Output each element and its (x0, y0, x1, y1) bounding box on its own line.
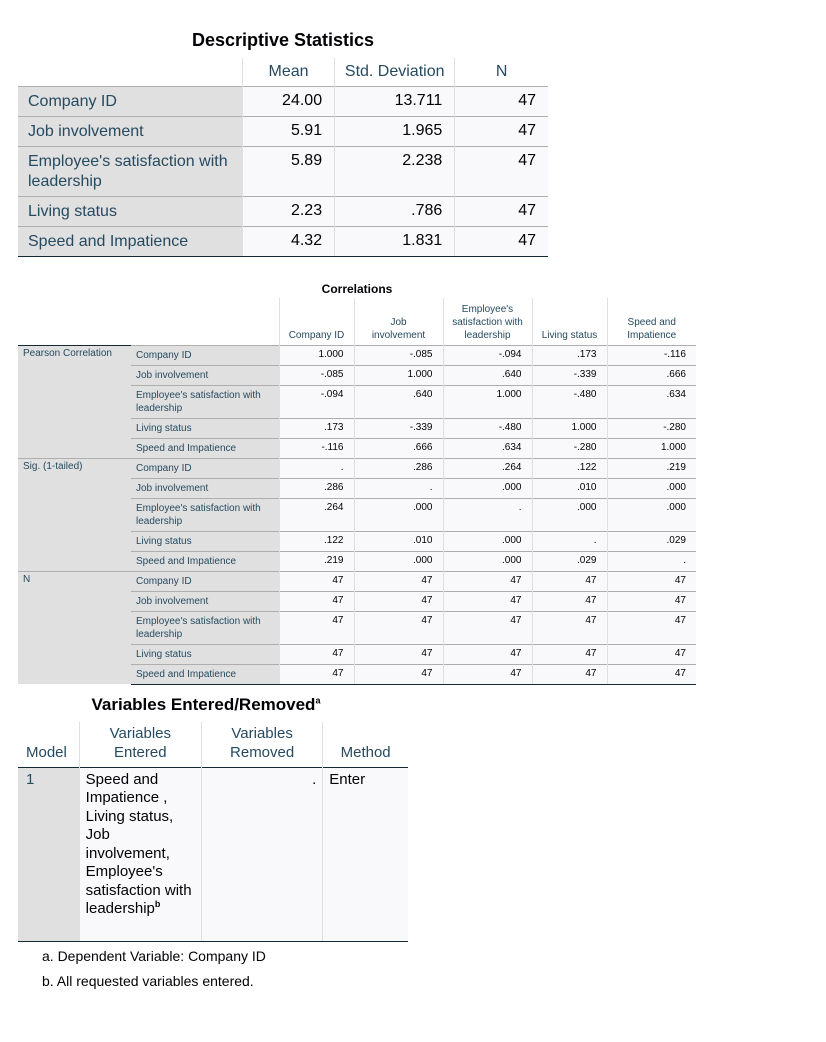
correlation-value: 47 (443, 591, 532, 611)
variable-label: Job involvement (131, 478, 279, 498)
correlation-value: .264 (443, 458, 532, 478)
correlation-value: .010 (354, 531, 443, 551)
variables-table (18, 722, 408, 942)
correlation-value: .000 (354, 498, 443, 531)
correlation-value: 47 (354, 591, 443, 611)
mean-value: 4.32 (242, 227, 334, 257)
std-deviation-value: .786 (335, 197, 455, 227)
header-n: N (455, 58, 548, 87)
correlation-value: . (532, 531, 607, 551)
correlation-value: . (354, 478, 443, 498)
descriptive-row (18, 87, 548, 117)
mean-value: 2.23 (242, 197, 334, 227)
correlations-title: Correlations (321, 282, 393, 296)
correlation-value: -.116 (279, 438, 354, 458)
header-variables-entered: Variables Entered (79, 722, 201, 767)
correlations-table (18, 298, 696, 685)
variable-label: Living status (131, 531, 279, 551)
variable-label: Speed and Impatience (131, 438, 279, 458)
mean-value: 5.91 (242, 117, 334, 147)
correlation-value: 1.000 (279, 345, 354, 365)
correlation-value: .000 (532, 498, 607, 531)
descriptive-row (18, 227, 548, 257)
variable-label: Living status (131, 644, 279, 664)
correlation-value: 47 (279, 664, 354, 684)
correlation-row (18, 458, 696, 478)
descriptive-stats-table (18, 58, 548, 257)
correlation-value: 47 (279, 611, 354, 644)
std-deviation-value: 1.831 (335, 227, 455, 257)
header-speed-impatience: Speed and Impatience (607, 298, 696, 345)
descriptive-row (18, 147, 548, 197)
correlation-value: 1.000 (607, 438, 696, 458)
row-label: Job involvement (18, 117, 242, 147)
correlation-row (18, 571, 696, 591)
correlation-value: 1.000 (532, 418, 607, 438)
variables-entered-footnote-marker: b (154, 899, 161, 909)
correlation-value: 47 (279, 571, 354, 591)
header-blank (18, 58, 242, 87)
correlation-value: 47 (354, 644, 443, 664)
descriptive-stats-title: Descriptive Statistics (191, 30, 375, 50)
correlation-value: .000 (607, 478, 696, 498)
header-method: Method (323, 722, 408, 767)
descriptive-row (18, 117, 548, 147)
variable-label: Company ID (131, 458, 279, 478)
header-job-involvement: Job involvement (354, 298, 443, 345)
correlation-value: .029 (532, 551, 607, 571)
n-value: 47 (455, 117, 548, 147)
correlation-value: .000 (443, 531, 532, 551)
header-company-id: Company ID (279, 298, 354, 345)
variables-header-row (18, 722, 408, 767)
correlation-value: .029 (607, 531, 696, 551)
statistic-group-label: Sig. (1-tailed) (18, 458, 131, 571)
correlation-value: -.116 (607, 345, 696, 365)
correlation-value: 47 (354, 611, 443, 644)
header-living-status: Living status (532, 298, 607, 345)
variable-label: Employee's satisfaction with leadership (131, 611, 279, 644)
correlations-header-row (18, 298, 696, 345)
correlation-value: .286 (279, 478, 354, 498)
header-employee-satisfaction: Employee's satisfaction with leadership (443, 298, 532, 345)
variables-removed-cell: . (201, 767, 322, 941)
correlation-value: -.339 (354, 418, 443, 438)
correlation-value: 47 (443, 611, 532, 644)
correlation-value: -.480 (443, 418, 532, 438)
correlation-value: 47 (279, 591, 354, 611)
correlation-value: .286 (354, 458, 443, 478)
model-number: 1 (18, 767, 79, 941)
row-label: Speed and Impatience (18, 227, 242, 257)
variable-label: Job involvement (131, 591, 279, 611)
correlation-value: .219 (279, 551, 354, 571)
correlation-value: -.094 (279, 385, 354, 418)
variable-label: Speed and Impatience (131, 664, 279, 684)
mean-value: 24.00 (242, 87, 334, 117)
correlation-value: .640 (354, 385, 443, 418)
correlation-value: 47 (607, 644, 696, 664)
correlation-value: 47 (443, 644, 532, 664)
variable-label: Employee's satisfaction with leadership (131, 498, 279, 531)
correlation-value: 47 (443, 571, 532, 591)
correlation-value: -.280 (532, 438, 607, 458)
correlation-value: .000 (354, 551, 443, 571)
correlation-value: .000 (607, 498, 696, 531)
correlation-value: .000 (443, 551, 532, 571)
correlation-value: .634 (443, 438, 532, 458)
row-label: Company ID (18, 87, 242, 117)
correlation-value: 47 (532, 664, 607, 684)
statistic-group-label: Pearson Correlation (18, 345, 131, 458)
variable-label: Employee's satisfaction with leadership (131, 385, 279, 418)
variable-label: Company ID (131, 345, 279, 365)
descriptive-row (18, 197, 548, 227)
variables-title-footnote-marker: a (315, 695, 321, 706)
row-label: Living status (18, 197, 242, 227)
variables-row (18, 767, 408, 941)
correlation-value: .173 (532, 345, 607, 365)
correlation-value: . (607, 551, 696, 571)
correlation-value: 47 (532, 571, 607, 591)
n-value: 47 (455, 147, 548, 197)
n-value: 47 (455, 227, 548, 257)
correlation-value: 47 (532, 591, 607, 611)
correlation-value: .000 (443, 478, 532, 498)
correlation-value: .264 (279, 498, 354, 531)
correlation-value: -.339 (532, 365, 607, 385)
footnote-a: a. Dependent Variable: Company ID (42, 948, 266, 964)
correlation-value: -.480 (532, 385, 607, 418)
header-model: Model (26, 743, 67, 761)
correlation-value: -.085 (354, 345, 443, 365)
correlation-value: 47 (532, 644, 607, 664)
correlation-value: .634 (607, 385, 696, 418)
correlation-value: 1.000 (443, 385, 532, 418)
correlation-value: .010 (532, 478, 607, 498)
correlation-value: 47 (607, 611, 696, 644)
correlation-value: 47 (607, 591, 696, 611)
correlation-value: .640 (443, 365, 532, 385)
header-mean: Mean (242, 58, 334, 87)
variable-label: Speed and Impatience (131, 551, 279, 571)
descriptive-header-row (18, 58, 548, 87)
correlation-row (18, 345, 696, 365)
correlation-value: 1.000 (354, 365, 443, 385)
variables-entered-text: Speed and Impatience , Living status, Job involvement, Employee's satisfaction with leadership (85, 770, 192, 917)
footnote-b: b. All requested variables entered. (42, 973, 254, 989)
correlation-value: -.094 (443, 345, 532, 365)
statistic-group-label: N (18, 571, 131, 684)
correlation-value: .122 (532, 458, 607, 478)
n-value: 47 (455, 87, 548, 117)
row-label: Employee's satisfaction with leadership (18, 147, 242, 197)
correlation-value: 47 (354, 571, 443, 591)
correlation-value: -.280 (607, 418, 696, 438)
correlation-value: .219 (607, 458, 696, 478)
n-value: 47 (455, 197, 548, 227)
std-deviation-value: 13.711 (335, 87, 455, 117)
correlation-value: .666 (607, 365, 696, 385)
correlation-value: . (279, 458, 354, 478)
variables-entered-cell (79, 767, 201, 941)
correlation-value: . (443, 498, 532, 531)
std-deviation-value: 1.965 (335, 117, 455, 147)
correlation-value: .173 (279, 418, 354, 438)
correlation-value: 47 (532, 611, 607, 644)
method-cell: Enter (323, 767, 408, 941)
correlation-value: .122 (279, 531, 354, 551)
variable-label: Living status (131, 418, 279, 438)
header-blank (18, 298, 131, 345)
correlation-value: 47 (607, 571, 696, 591)
header-variables-removed: Variables Removed (201, 722, 322, 767)
correlation-value: 47 (279, 644, 354, 664)
correlation-value: 47 (354, 664, 443, 684)
header-blank (131, 298, 279, 345)
mean-value: 5.89 (242, 147, 334, 197)
correlation-value: -.085 (279, 365, 354, 385)
variable-label: Company ID (131, 571, 279, 591)
correlation-value: 47 (443, 664, 532, 684)
std-deviation-value: 2.238 (335, 147, 455, 197)
correlation-value: 47 (607, 664, 696, 684)
variables-title-text: Variables Entered/Removed (91, 695, 316, 714)
correlation-value: .666 (354, 438, 443, 458)
variables-title (80, 695, 332, 715)
variable-label: Job involvement (131, 365, 279, 385)
header-std-deviation: Std. Deviation (335, 58, 455, 87)
